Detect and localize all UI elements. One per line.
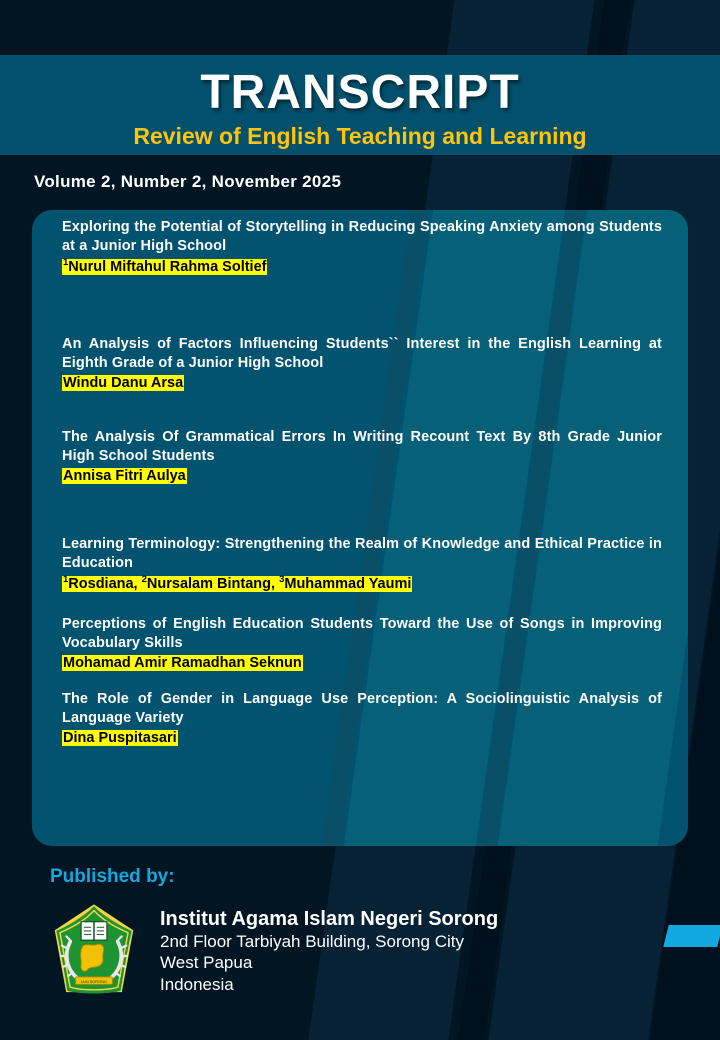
publisher-address-line-1: 2nd Floor Tarbiyah Building, Sorong City — [160, 932, 464, 951]
publisher-block — [48, 903, 498, 1003]
article-title: Exploring the Potential of Storytelling in Reducing Speaking Anxiety among Students at a Junior High School — [62, 219, 662, 254]
author-name: Nursalam Bintang, — [146, 575, 276, 592]
author-affiliation-marker: 2 — [141, 573, 147, 585]
publisher-name: Institut Agama Islam Negeri Sorong — [160, 908, 499, 930]
author-name: Windu Danu Arsa — [63, 374, 184, 391]
publisher-address-line-2: West Papua — [160, 953, 253, 973]
article-authors — [62, 654, 662, 673]
published-by-label: Published by: — [50, 866, 175, 887]
author-name: Annisa Fitri Aulya — [63, 467, 186, 484]
article-entry[interactable] — [62, 535, 662, 593]
article-entry[interactable] — [62, 690, 662, 748]
article-title: Perceptions of English Education Students Toward the Use of Songs in Improving Vocabulary Skills — [62, 616, 662, 651]
issue-line: Volume 2, Number 2, November 2025 — [34, 172, 342, 191]
article-entry[interactable] — [62, 428, 662, 486]
article-entry[interactable] — [62, 615, 662, 673]
author-affiliation-marker: 1 — [63, 573, 69, 585]
publisher-address-line-3: Indonesia — [160, 974, 234, 994]
journal-title: TRANSCRIPT — [200, 66, 520, 119]
article-authors — [62, 729, 662, 748]
author-name: Nurul Miftahul Rahma Soltief — [68, 258, 267, 275]
article-title: The Role of Gender in Language Use Perception: A Sociolinguistic Analysis of Language Variety — [62, 691, 662, 726]
author-name: Rosdiana, — [68, 575, 138, 592]
author-affiliation-marker: 3 — [279, 573, 285, 585]
articles-list — [32, 210, 688, 746]
author-affiliation-marker: 1 — [63, 256, 69, 268]
svg-text:IAIN SORONG: IAIN SORONG — [81, 979, 107, 984]
article-entry[interactable] — [62, 218, 662, 276]
articles-panel — [32, 210, 688, 846]
panel-stripes — [32, 210, 688, 846]
article-title: The Analysis Of Grammatical Errors In Writing Recount Text By 8th Grade Junior High School Students — [62, 429, 662, 464]
article-authors — [62, 257, 662, 277]
article-authors — [62, 574, 662, 594]
article-entry[interactable] — [62, 335, 662, 393]
author-name: Mohamad Amir Ramadhan Seknun — [63, 654, 302, 671]
journal-subtitle: Review of English Teaching and Learning — [133, 123, 587, 149]
article-title: An Analysis of Factors Influencing Students`` Interest in the English Learning at Eighth Grade of a Junior High School — [62, 336, 662, 371]
accent-mark — [663, 925, 720, 947]
article-authors — [62, 374, 662, 393]
iain-sorong-logo-icon — [48, 903, 140, 1003]
author-name: Muhammad Yaumi — [284, 575, 412, 592]
header-band — [0, 55, 720, 155]
article-authors — [62, 467, 662, 486]
author-name: Dina Puspitasari — [63, 729, 177, 746]
article-title: Learning Terminology: Strengthening the Realm of Knowledge and Ethical Practice in Education — [62, 536, 662, 571]
